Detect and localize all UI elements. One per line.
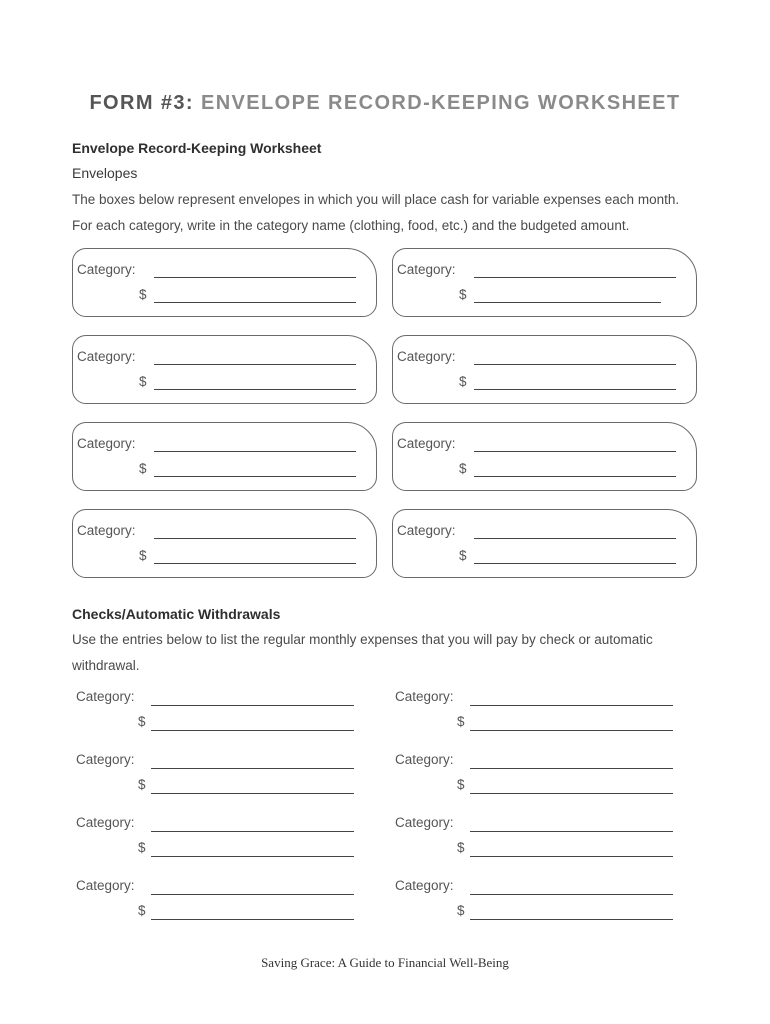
envelope-category-field[interactable]	[474, 364, 676, 365]
envelope-category-label: Category:	[77, 262, 136, 277]
check-category-field[interactable]	[151, 768, 354, 769]
envelopes-description	[72, 187, 712, 239]
check-category-label: Category:	[395, 752, 454, 767]
envelope-category-field[interactable]	[154, 277, 356, 278]
check-dollar-label: $	[457, 903, 465, 918]
check-dollar-label: $	[138, 714, 146, 729]
check-category-field[interactable]	[470, 705, 673, 706]
envelopes-desc-line-2: For each category, write in the category name (clothing, food, etc.) and the budgeted amount.	[72, 218, 630, 233]
envelope-amount-field[interactable]	[474, 389, 676, 390]
check-entry	[72, 752, 372, 802]
check-category-label: Category:	[395, 689, 454, 704]
envelope-box	[392, 509, 697, 578]
envelope-dollar-label: $	[459, 287, 467, 302]
check-category-field[interactable]	[151, 894, 354, 895]
check-entry	[391, 752, 691, 802]
envelope-amount-field[interactable]	[154, 389, 356, 390]
checks-heading: Checks/Automatic Withdrawals	[72, 606, 281, 622]
check-category-field[interactable]	[470, 768, 673, 769]
envelope-box	[72, 335, 377, 404]
envelope-dollar-label: $	[459, 374, 467, 389]
envelope-category-label: Category:	[397, 523, 456, 538]
envelopes-desc-line-1: The boxes below represent envelopes in which you will place cash for variable expenses each month.	[72, 192, 680, 207]
check-entry	[72, 815, 372, 865]
envelope-dollar-label: $	[139, 374, 147, 389]
envelope-category-label: Category:	[77, 436, 136, 451]
envelope-box	[72, 509, 377, 578]
envelope-category-field[interactable]	[474, 538, 676, 539]
check-amount-field[interactable]	[151, 856, 354, 857]
check-amount-field[interactable]	[470, 919, 673, 920]
envelope-amount-field[interactable]	[154, 476, 356, 477]
envelope-amount-field[interactable]	[474, 563, 676, 564]
check-amount-field[interactable]	[470, 793, 673, 794]
envelope-category-label: Category:	[397, 349, 456, 364]
check-category-field[interactable]	[470, 831, 673, 832]
envelope-dollar-label: $	[139, 548, 147, 563]
envelope-category-field[interactable]	[154, 451, 356, 452]
envelope-category-label: Category:	[77, 349, 136, 364]
envelope-category-label: Category:	[397, 262, 456, 277]
check-amount-field[interactable]	[470, 730, 673, 731]
checks-desc-line-2: withdrawal.	[72, 658, 140, 673]
page-footer: Saving Grace: A Guide to Financial Well-Being	[261, 955, 509, 970]
title-prefix: FORM #3:	[89, 92, 194, 114]
envelope-category-label: Category:	[77, 523, 136, 538]
check-dollar-label: $	[138, 777, 146, 792]
envelope-dollar-label: $	[459, 461, 467, 476]
checks-description	[72, 627, 712, 679]
check-dollar-label: $	[457, 714, 465, 729]
envelope-box	[392, 335, 697, 404]
check-amount-field[interactable]	[151, 793, 354, 794]
envelope-box	[392, 422, 697, 491]
envelope-amount-field[interactable]	[474, 476, 676, 477]
envelope-dollar-label: $	[139, 461, 147, 476]
check-dollar-label: $	[138, 840, 146, 855]
check-category-label: Category:	[76, 752, 135, 767]
check-dollar-label: $	[457, 777, 465, 792]
envelope-category-field[interactable]	[154, 364, 356, 365]
envelope-dollar-label: $	[459, 548, 467, 563]
check-category-field[interactable]	[151, 831, 354, 832]
check-dollar-label: $	[457, 840, 465, 855]
envelope-box	[392, 248, 697, 317]
envelope-category-label: Category:	[397, 436, 456, 451]
check-category-label: Category:	[395, 878, 454, 893]
worksheet-heading: Envelope Record-Keeping Worksheet	[72, 140, 322, 156]
check-category-label: Category:	[395, 815, 454, 830]
check-entry	[391, 878, 691, 928]
envelope-amount-field[interactable]	[154, 302, 356, 303]
envelope-box	[72, 422, 377, 491]
envelope-dollar-label: $	[139, 287, 147, 302]
check-category-label: Category:	[76, 815, 135, 830]
check-amount-field[interactable]	[151, 919, 354, 920]
check-category-label: Category:	[76, 689, 135, 704]
envelopes-label: Envelopes	[72, 165, 138, 181]
envelope-box	[72, 248, 377, 317]
check-entry	[72, 878, 372, 928]
check-amount-field[interactable]	[151, 730, 354, 731]
envelope-category-field[interactable]	[474, 451, 676, 452]
envelope-amount-field[interactable]	[154, 563, 356, 564]
page-title	[0, 92, 770, 115]
check-category-field[interactable]	[470, 894, 673, 895]
checks-desc-line-1: Use the entries below to list the regular monthly expenses that you will pay by check or automatic	[72, 632, 653, 647]
check-category-field[interactable]	[151, 705, 354, 706]
check-entry	[72, 689, 372, 739]
title-main: ENVELOPE RECORD-KEEPING WORKSHEET	[200, 92, 681, 114]
check-amount-field[interactable]	[470, 856, 673, 857]
envelope-category-field[interactable]	[154, 538, 356, 539]
check-dollar-label: $	[138, 903, 146, 918]
check-category-label: Category:	[76, 878, 135, 893]
check-entry	[391, 815, 691, 865]
envelope-amount-field[interactable]	[474, 302, 661, 303]
check-entry	[391, 689, 691, 739]
envelope-category-field[interactable]	[474, 277, 676, 278]
